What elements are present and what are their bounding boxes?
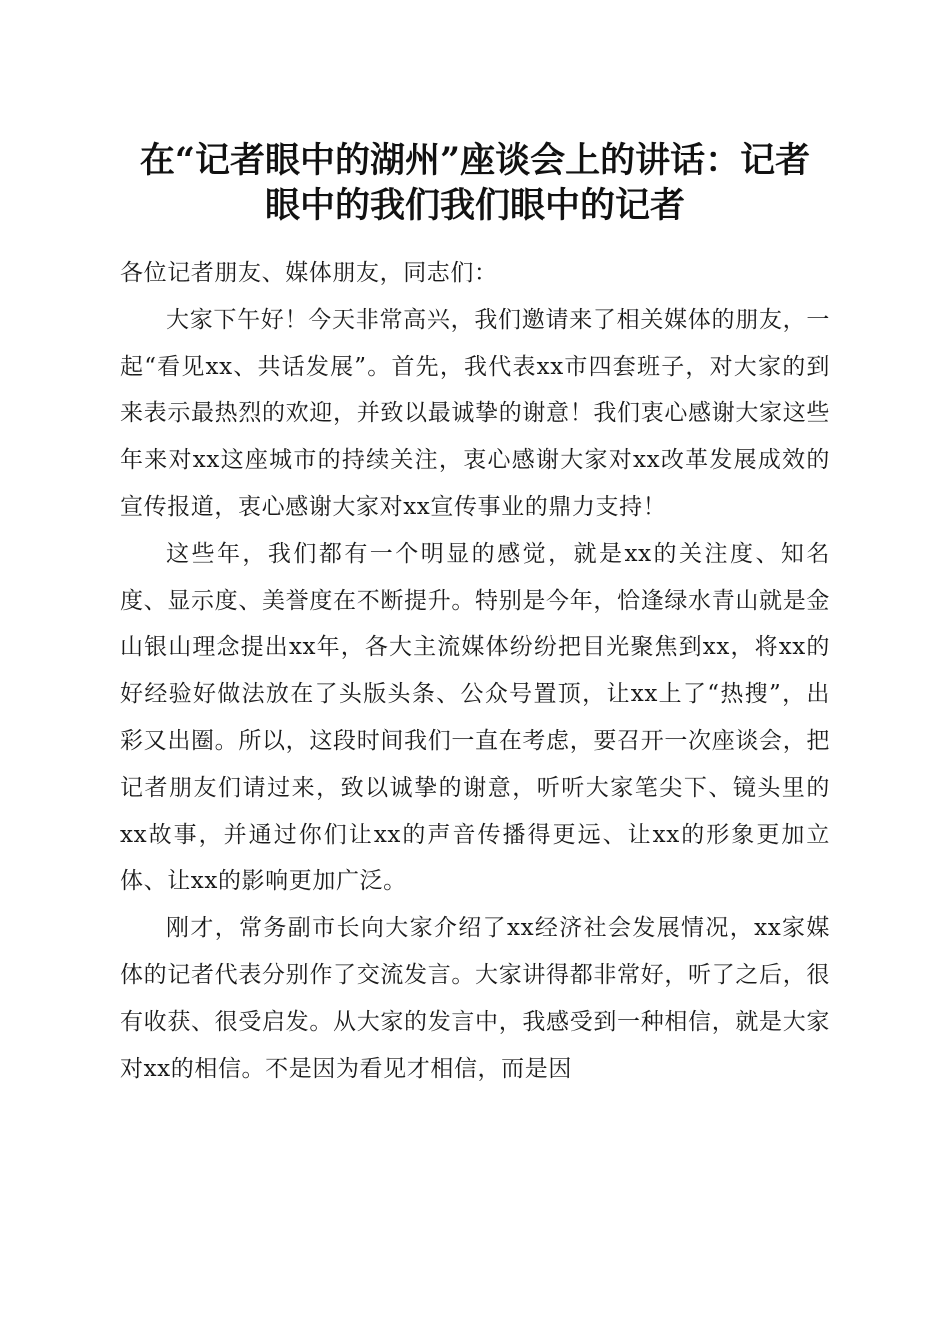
title-line-2: 眼中的我们我们眼中的记者 bbox=[264, 185, 685, 226]
document-title bbox=[110, 138, 840, 228]
title-line-1: 在“记者眼中的湖州”座谈会上的讲话：记者 bbox=[139, 140, 811, 181]
paragraph-2: 这些年，我们都有一个明显的感觉，就是xx的关注度、知名度、显示度、美誉度在不断提升。特别是今年，恰逢绿水青山就是金山银山理念提出xx年，各大主流媒体纷纷把目光聚焦到xx，将xx的好经验好做法放在了头版头条、公众号置顶，让xx上了“热搜”，出彩又出圈。所以，这段时间我们一直在考虑，要召开一次座谈会，把记者朋友们请过来，致以诚挚的谢意，听听大家笔尖下、镜头里的xx故事，并通过你们让xx的声音传播得更远、让xx的形象更加立体、让xx的影响更加广泛。 bbox=[120, 540, 830, 895]
paragraph-3: 刚才，常务副市长向大家介绍了xx经济社会发展情况，xx家媒体的记者代表分别作了交流发言。大家讲得都非常好，听了之后，很有收获、很受启发。从大家的发言中，我感受到一种相信，就是大家对xx的相信。不是因为看见才相信，而是因 bbox=[120, 915, 830, 1082]
salutation: 各位记者朋友、媒体朋友，同志们： bbox=[120, 260, 498, 286]
paragraph-1: 大家下午好！今天非常高兴，我们邀请来了相关媒体的朋友，一起“看见xx、共话发展”。首先，我代表xx市四套班子，对大家的到来表示最热烈的欢迎，并致以最诚挚的谢意！我们衷心感谢大家这些年来对xx这座城市的持续关注，衷心感谢大家对xx改革发展成效的宣传报道，衷心感谢大家对xx宣传事业的鼎力支持！ bbox=[120, 306, 830, 520]
document-body bbox=[120, 250, 830, 1092]
